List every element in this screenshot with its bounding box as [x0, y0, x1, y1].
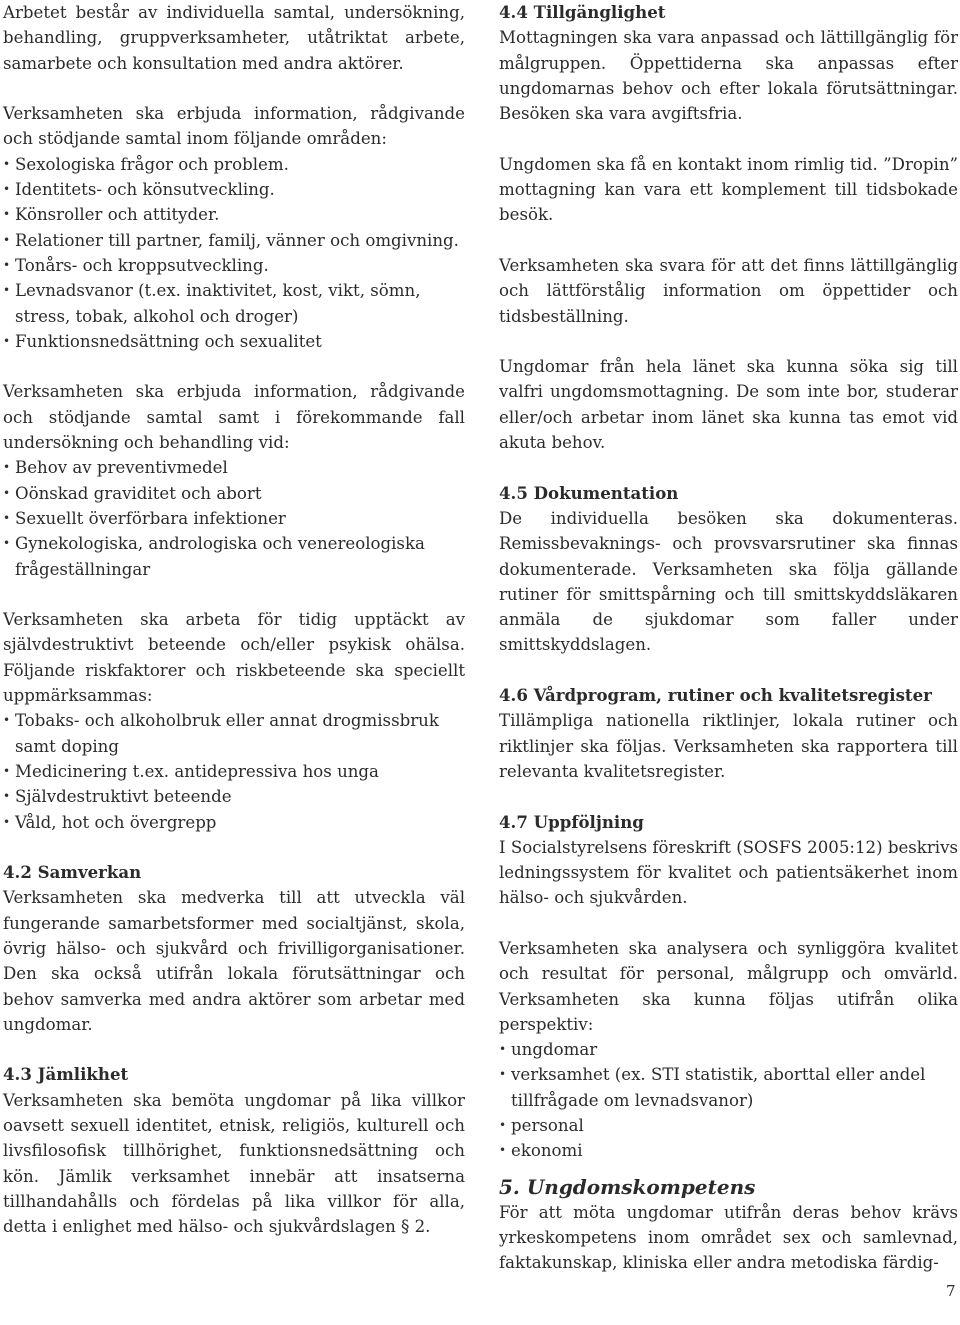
- areas-list: [3, 152, 465, 354]
- list-item: • personal: [499, 1113, 958, 1138]
- section-4-6-paragraph: Tillämpliga nationella riktlinjer, lokala rutiner och riktlinjer ska följas. Verksamheten ska rapportera till relevanta kvalitetsregister.: [499, 711, 958, 781]
- exam-list: [3, 455, 465, 581]
- list-item: • Identitets- och könsutveckling.: [3, 177, 465, 202]
- section-4-4-paragraph: Ungdomar från hela länet ska kunna söka sig till valfri ungdomsmottagning. De som inte bor, studerar eller/och arbetar inom länet ska kunna tas emot vid akuta behov.: [499, 357, 958, 453]
- section-4-4-paragraph: Verksamheten ska svara för att det finns lättillgänglig och lättförstålig information om öppettider och tidsbeställning.: [499, 255, 958, 326]
- section-4-7-paragraph: Verksamheten ska analysera och synliggöra kvalitet och resultat för personal, målgrupp och omvärld. Verksamheten ska kunna följas utifrån olika perspektiv:: [499, 938, 958, 1034]
- page-number: 7: [946, 1282, 956, 1300]
- heading-4-4: 4.4 Tillgänglighet: [499, 2, 666, 22]
- list-item: • Levnadsvanor (t.ex. inaktivitet, kost, vikt, sömn, stress, tobak, alkohol och droger): [3, 278, 465, 329]
- section-5-paragraph: För att möta ungdomar utifrån deras behov krävs yrkeskompetens inom området sex och samlevnad, faktakunskap, kliniska eller andra metodiska färdig-: [499, 1202, 958, 1273]
- section-4-2-paragraph: Verksamheten ska medverka till att utveckla väl fungerande samarbetsformer med socialtjänst, skola, övrig hälso- och sjukvård och frivilligorganisationer. Den ska också utifrån lokala förutsättningar och behov samverka med andra aktörer som arbetar med ungdomar.: [3, 888, 465, 1034]
- section-4-3-paragraph: Verksamheten ska bemöta ungdomar på lika villkor oavsett sexuell identitet, etnisk, religiös, kulturell och livsfilosofisk tillhörighet, funktionsnedsättning och kön. Jämlik verksamhet innebär att insatserna tillhandahålls och fördelas på lika villkor för alla, detta i enlighet med hälso- och sjukvårdslagen § 2.: [3, 1090, 465, 1237]
- section-4-4-paragraph: Mottagningen ska vara anpassad och lättillgänglig för målgruppen. Öppettiderna ska anpassas efter ungdomarnas behov och efter lokala förutsättningar. Besöken ska vara avgiftsfria.: [499, 28, 958, 124]
- list-item: • Gynekologiska, andrologiska och venereologiska frågeställningar: [3, 531, 465, 582]
- list-item: • verksamhet (ex. STI statistik, aborttal eller andel tillfrågade om levnadsvanor): [499, 1062, 958, 1113]
- list-item: • Medicinering t.ex. antidepressiva hos unga: [3, 759, 465, 784]
- risk-list: [3, 708, 465, 834]
- section-4-7-paragraph: I Socialstyrelsens föreskrift (SOSFS 2005:12) beskrivs ledningssystem för kvalitet och patientsäkerhet inom hälso- och sjukvården.: [499, 837, 958, 908]
- left-column: [3, 0, 465, 1240]
- heading-4-6: 4.6 Vårdprogram, rutiner och kvalitetsregister: [499, 685, 932, 706]
- perspectives-list: [499, 1037, 958, 1163]
- list-item: • Våld, hot och övergrepp: [3, 810, 465, 835]
- list-item: • Tobaks- och alkoholbruk eller annat drogmissbruk samt doping: [3, 708, 465, 759]
- right-column: [499, 0, 958, 1276]
- list-item: • Funktionsnedsättning och sexualitet: [3, 329, 465, 354]
- list-item: • Självdestruktivt beteende: [3, 784, 465, 809]
- section-4-4-paragraph: Ungdomen ska få en kontakt inom rimlig tid. ”Dropin” mottagning kan vara ett komplement till tidsbokade besök.: [499, 154, 958, 225]
- list-item: • ekonomi: [499, 1138, 958, 1163]
- heading-4-3: 4.3 Jämlikhet: [3, 1064, 129, 1085]
- list-item: • Sexologiska frågor och problem.: [3, 152, 465, 177]
- list-item: • Behov av preventivmedel: [3, 455, 465, 480]
- list-item: • Sexuellt överförbara infektioner: [3, 506, 465, 531]
- intro-paragraph: Arbetet består av individuella samtal, undersökning, behandling, gruppverksamheter, utåtriktat arbete, samarbete och konsultation med andra aktörer.: [3, 3, 465, 73]
- list-item: • Könsroller och attityder.: [3, 202, 465, 227]
- list-item: • Oönskad graviditet och abort: [3, 481, 465, 506]
- section-4-5-paragraph: De individuella besöken ska dokumenteras. Remissbevaknings- och provsvarsrutiner ska finnas dokumenterade. Verksamheten ska följa gällande rutiner för smittspårning och till smittskyddsläkaren anmäla de sjukdomar som faller under smittskyddslagen.: [499, 508, 958, 655]
- list-item: • ungdomar: [499, 1037, 958, 1062]
- list-item: • Relationer till partner, familj, vänner och omgivning.: [3, 228, 465, 253]
- early-detection-paragraph: Verksamheten ska arbeta för tidig upptäckt av självdestruktivt beteende och/eller psykisk ohälsa. Följande riskfaktorer och riskbeteende ska speciellt uppmärksammas:: [3, 610, 465, 706]
- heading-5: 5. Ungdomskompetens: [499, 1174, 756, 1199]
- list-item: • Tonårs- och kroppsutveckling.: [3, 253, 465, 278]
- heading-4-2: 4.2 Samverkan: [3, 862, 142, 883]
- info-exam-paragraph: Verksamheten ska erbjuda information, rådgivande och stödjande samtal samt i förekommande fall undersökning och behandling vid:: [3, 382, 465, 453]
- heading-4-7: 4.7 Uppföljning: [499, 811, 644, 832]
- info-areas-paragraph: Verksamheten ska erbjuda information, rådgivande och stödjande samtal inom följande områden:: [3, 104, 465, 149]
- heading-4-5: 4.5 Dokumentation: [499, 482, 679, 503]
